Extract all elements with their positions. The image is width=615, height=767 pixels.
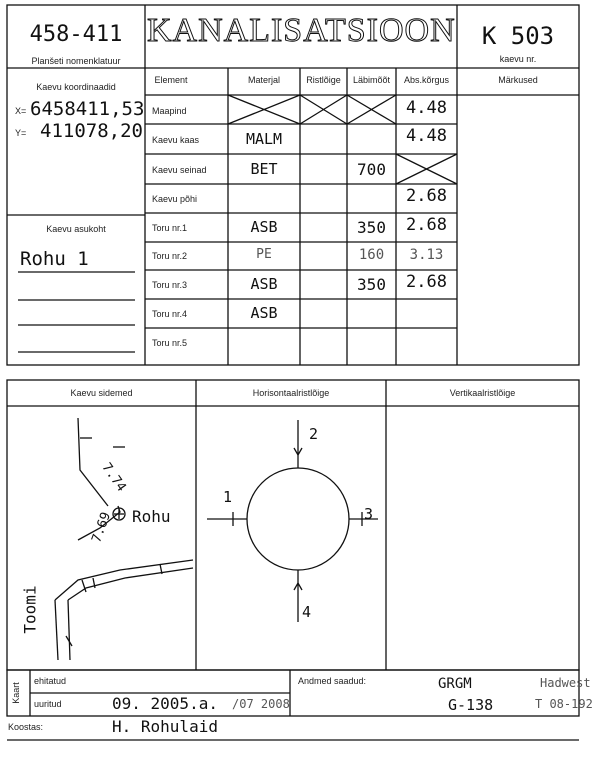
pipe-number: 2 bbox=[309, 425, 319, 443]
street-label: Toomi bbox=[20, 585, 40, 634]
col-notes: Märkused bbox=[498, 75, 538, 85]
row-element: Toru nr.4 bbox=[152, 309, 188, 319]
well-number: K 503 bbox=[481, 22, 555, 50]
col-diameter: Läbimõõt bbox=[352, 75, 391, 85]
pipe-number: 4 bbox=[302, 603, 312, 621]
page-title: KANALISATSIOON bbox=[147, 12, 456, 49]
coord-y-prefix: Y= bbox=[15, 128, 27, 138]
location-value: Rohu 1 bbox=[20, 248, 89, 270]
street-label: Rohu bbox=[132, 507, 171, 526]
data-source-value: GRGM bbox=[438, 676, 472, 692]
distance-label: 7.69 bbox=[89, 510, 115, 545]
distance-label: 7.74 bbox=[98, 460, 129, 495]
surveyed-label: ehitatud bbox=[34, 676, 67, 686]
measured-extra: /07 2008 bbox=[232, 697, 290, 711]
coord-x-prefix: X= bbox=[15, 106, 27, 116]
row-diameter: 160 bbox=[358, 247, 385, 263]
row-diameter: 350 bbox=[357, 275, 386, 294]
row-height: 3.13 bbox=[409, 247, 444, 263]
plan-number: 458-411 bbox=[29, 22, 123, 47]
section-links: Kaevu sidemed bbox=[70, 388, 133, 398]
col-height: Abs.kõrgus bbox=[403, 75, 450, 85]
row-element: Toru nr.2 bbox=[152, 251, 188, 261]
section-horizontal: Horisontaalristlõige bbox=[252, 388, 330, 398]
row-material: ASB bbox=[250, 304, 278, 322]
row-element: Maapind bbox=[152, 106, 187, 116]
row-element: Toru nr.3 bbox=[152, 280, 188, 290]
row-height: 2.68 bbox=[406, 215, 447, 235]
coord-y-value: 411078,20 bbox=[40, 120, 143, 142]
location-caption: Kaevu asukoht bbox=[46, 224, 106, 234]
col-material: Materjal bbox=[247, 75, 280, 85]
data-source-value: G-138 bbox=[448, 696, 494, 714]
coord-x-value: 6458411,53 bbox=[30, 98, 145, 120]
row-height: 2.68 bbox=[406, 186, 447, 206]
pipe-number: 3 bbox=[364, 505, 374, 523]
row-material: BET bbox=[250, 160, 278, 178]
row-diameter: 700 bbox=[357, 160, 386, 179]
row-height: 4.48 bbox=[406, 126, 447, 146]
data-source-note: Hadwest bbox=[540, 676, 591, 690]
coords-caption: Kaevu koordinaadid bbox=[36, 82, 116, 92]
data-source-label: Andmed saadud: bbox=[298, 676, 367, 686]
row-material: MALM bbox=[245, 130, 283, 148]
row-height: 2.68 bbox=[406, 272, 447, 292]
row-element: Kaevu kaas bbox=[152, 135, 200, 145]
row-height: 4.48 bbox=[406, 98, 447, 118]
data-source-note: T 08-192 bbox=[535, 697, 593, 711]
row-element: Toru nr.1 bbox=[152, 223, 188, 233]
col-section: Ristlõige bbox=[306, 75, 341, 85]
compiled-label: Koostas: bbox=[8, 722, 44, 732]
row-element: Kaevu seinad bbox=[152, 165, 207, 175]
measured-label: uuritud bbox=[34, 699, 62, 709]
map-side-label: Kaart bbox=[10, 682, 21, 704]
plan-caption: Planšeti nomenklatuur bbox=[31, 56, 121, 66]
section-vertical: Vertikaalristlõige bbox=[449, 388, 516, 398]
compiled-by: H. Rohulaid bbox=[112, 717, 218, 736]
row-element: Toru nr.5 bbox=[152, 338, 188, 348]
row-material: ASB bbox=[250, 275, 278, 293]
well-caption: kaevu nr. bbox=[499, 54, 537, 64]
row-element: Kaevu põhi bbox=[152, 194, 198, 204]
row-material: PE bbox=[256, 247, 272, 262]
row-material: ASB bbox=[250, 218, 278, 236]
col-element: Element bbox=[154, 75, 188, 85]
measured-date: 09. 2005.a. bbox=[112, 694, 218, 713]
pipe-number: 1 bbox=[223, 488, 233, 506]
row-diameter: 350 bbox=[357, 218, 386, 237]
